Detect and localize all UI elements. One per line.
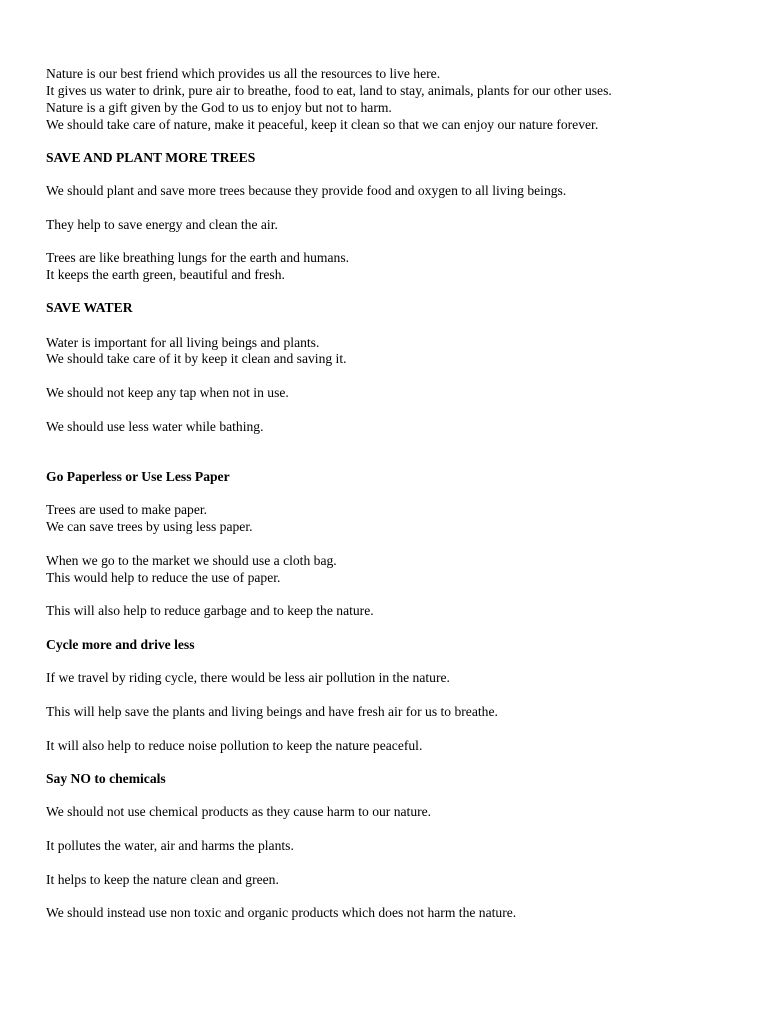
paragraph-line: This will help save the plants and living beings and have fresh air for us to breathe. [46, 704, 498, 719]
paragraph-line: We should use less water while bathing. [46, 419, 264, 434]
paragraph-line: It helps to keep the nature clean and green. [46, 872, 279, 887]
paragraph-line: We should not use chemical products as they cause harm to our nature. [46, 804, 432, 819]
paragraph-line: This will also help to reduce garbage and to keep the nature. [46, 603, 374, 618]
section-heading-paper: Go Paperless or Use Less Paper [46, 469, 230, 484]
paragraph-line: We should instead use non toxic and organic products which does not harm the nature. [46, 905, 517, 920]
paragraph-line: Water is important for all living beings and plants. [46, 335, 320, 350]
paragraph-line: They help to save energy and clean the air. [46, 217, 278, 232]
paragraph-line: When we go to the market we should use a cloth bag. [46, 553, 337, 568]
paragraph-line: Trees are like breathing lungs for the earth and humans. [46, 250, 350, 265]
paragraph-line: We can save trees by using less paper. [46, 519, 253, 534]
paragraph-line: We should not keep any tap when not in use. [46, 385, 289, 400]
intro-line: Nature is our best friend which provides us all the resources to live here. [46, 66, 441, 81]
section-heading-chemicals: Say NO to chemicals [46, 771, 166, 786]
intro-line: It gives us water to drink, pure air to breathe, food to eat, land to stay, animals, plants for our other uses. [46, 83, 612, 98]
paragraph-line: We should take care of it by keep it clean and saving it. [46, 351, 347, 366]
paragraph-line: Trees are used to make paper. [46, 502, 208, 517]
section-heading-water: SAVE WATER [46, 300, 133, 315]
paragraph-line: It will also help to reduce noise pollution to keep the nature peaceful. [46, 738, 423, 753]
intro-line: Nature is a gift given by the God to us to enjoy but not to harm. [46, 100, 392, 115]
intro-line: We should take care of nature, make it peaceful, keep it clean so that we can enjoy our nature forever. [46, 117, 599, 132]
section-heading-cycle: Cycle more and drive less [46, 637, 195, 652]
paragraph-line: We should plant and save more trees because they provide food and oxygen to all living beings. [46, 183, 567, 198]
paragraph-line: If we travel by riding cycle, there would be less air pollution in the nature. [46, 670, 450, 685]
paragraph-line: It keeps the earth green, beautiful and fresh. [46, 267, 285, 282]
paragraph-line: This would help to reduce the use of paper. [46, 570, 281, 585]
section-heading-trees: SAVE AND PLANT MORE TREES [46, 150, 256, 165]
paragraph-line: It pollutes the water, air and harms the plants. [46, 838, 294, 853]
